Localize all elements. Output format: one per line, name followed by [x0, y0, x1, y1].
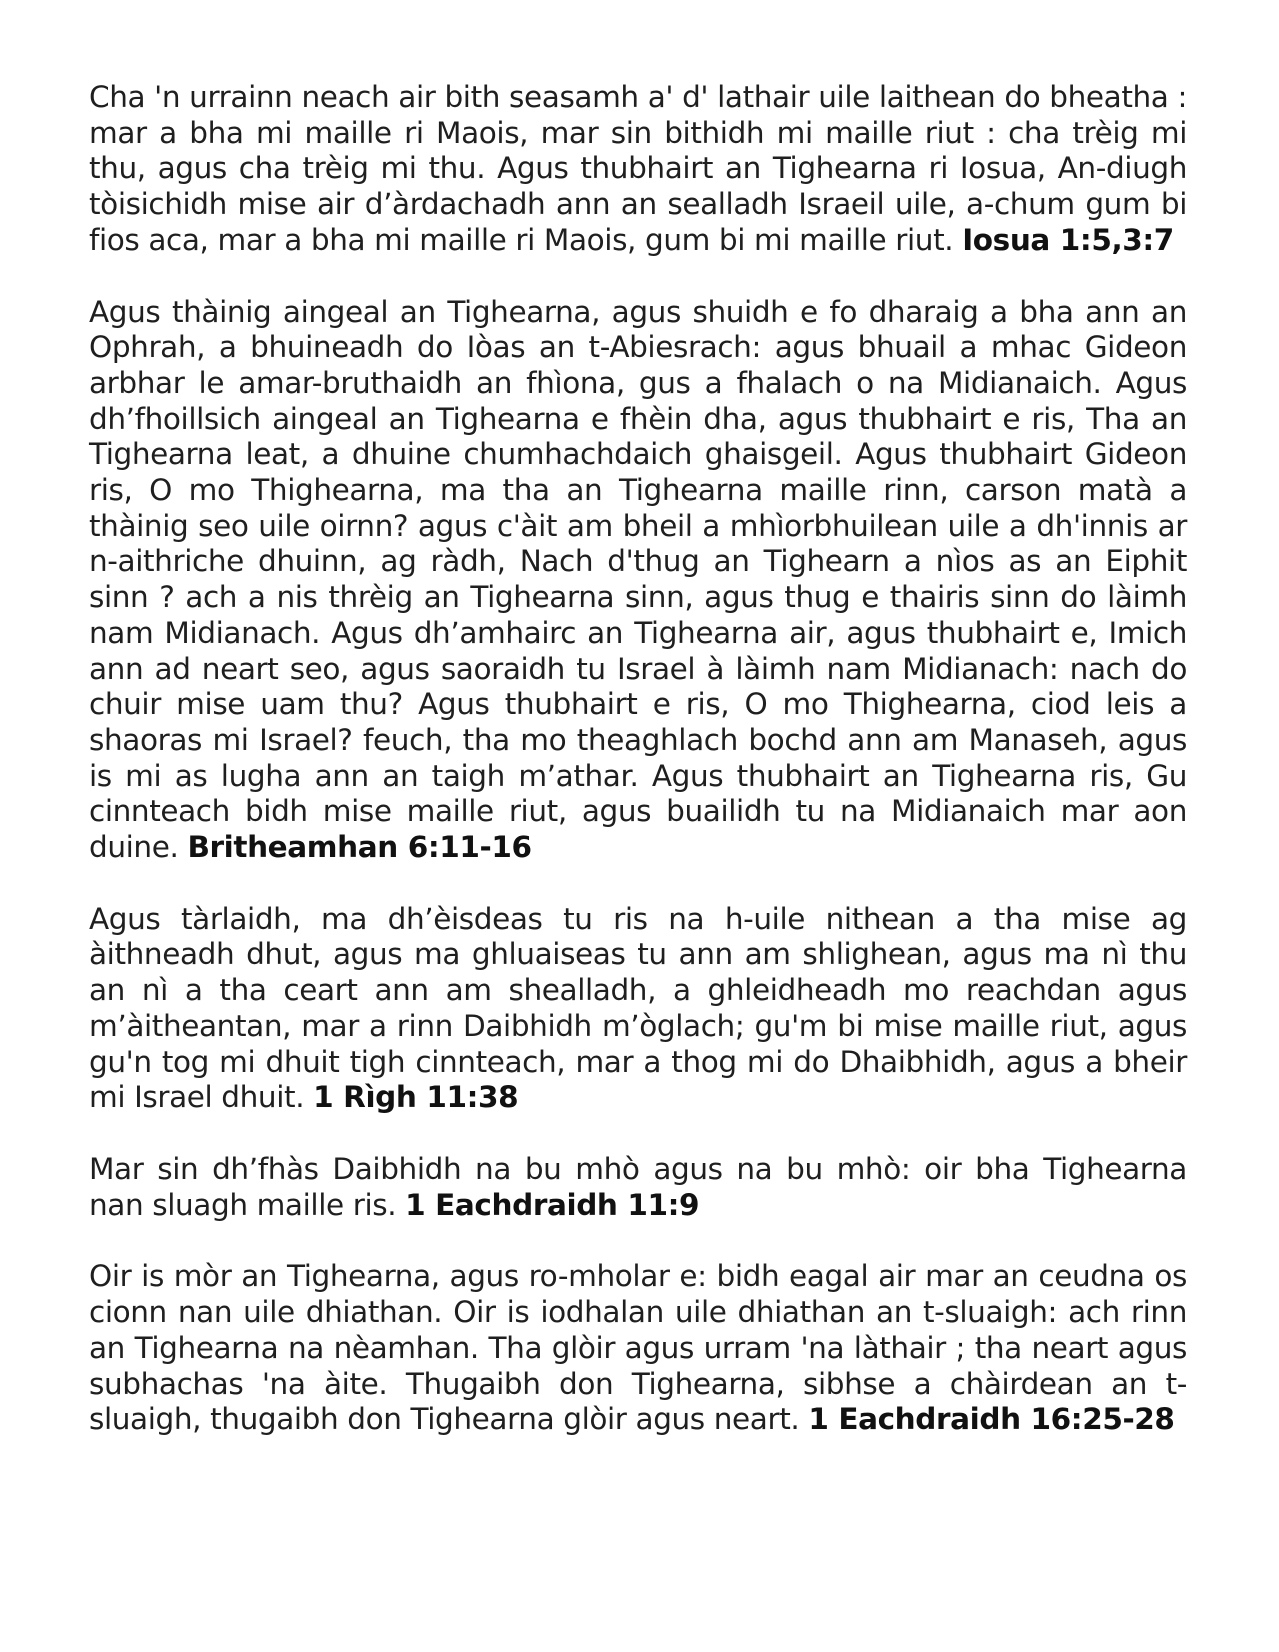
passage-text: Agus tàrlaidh, ma dh’èisdeas tu ris na h-uile nithean a tha mise ag àithneadh dhut, agus ma ghluaiseas tu ann am shlighean, agus ma nì thu an nì a tha ceart ann am shealladh, a ghleidheadh mo reachdan agus m’àitheantan, mar a rinn Daibhidh m’òglach; gu'm bi mise maille riut, agus gu'n tog mi dhuit tigh cinnteach, mar a thog mi do Dhaibhidh, agus a bheir mi Israel dhuit.	[89, 901, 1187, 1115]
verse-reference: Britheamhan 6:11-16	[187, 830, 532, 865]
passage-1-eachdraidh-11	[89, 1152, 1187, 1223]
passage-text: Mar sin dh’fhàs Daibhidh na bu mhò agus na bu mhò: oir bha Tighearna nan sluagh maille ris.	[89, 1151, 1187, 1222]
verse-reference: 1 Rìgh 11:38	[313, 1080, 519, 1115]
passage-text: Agus thàinig aingeal an Tighearna, agus shuidh e fo dharaig a bha ann an Ophrah, a bhuineadh do Iòas an t-Abiesrach: agus bhuail a mhac Gideon arbhar le amar-bruthaidh an fhìona, gus a fhalach o na Midianaich. Agus dh’fhoillsich aingeal an Tighearna e fhèin dha, agus thubhairt e ris, Tha an Tighearna leat, a dhuine chumhachdaich ghaisgeil. Agus thubhairt Gideon ris, O mo Thighearna, ma tha an Tighearna maille rinn, carson matà a thàinig seo uile oirnn? agus c'àit am bheil a mhìorbhuilean uile a dh'innis ar n-aithriche dhuinn, ag ràdh, Nach d'thug an Tighearn a nìos as an Eiphit sinn ? ach a nis thrèig an Tighearna sinn, agus thug e thairis sinn do làimh nam Midianach. Agus dh’amhairc an Tighearna air, agus thubhairt e, Imich ann ad neart seo, agus saoraidh tu Israel à làimh nam Midianach: nach do chuir mise uam thu? Agus thubhairt e ris, O mo Thighearna, ciod leis a shaoras mi Israel? feuch, tha mo theaghlach bochd ann am Manaseh, agus is mi as lugha ann an taigh m’athar. Agus thubhairt an Tighearna ris, Gu cinnteach bidh mise maille riut, agus buailidh tu na Midianaich mar aon duine.	[89, 294, 1187, 865]
passage-text: Cha 'n urrainn neach air bith seasamh a' d' lathair uile laithean do bheatha : mar a bha mi maille ri Maois, mar sin bithidh mi maille riut : cha trèig mi thu, agus cha trèig mi thu. Agus thubhairt an Tighearna ri Iosua, An-diugh tòisichidh mise air d’àrdachadh ann an sealladh Israeil uile, a-chum gum bi fios aca, mar a bha mi maille ri Maois, gum bi mi maille riut.	[89, 80, 1187, 257]
passage-iosua	[89, 80, 1187, 259]
verse-reference: 1 Eachdraidh 16:25-28	[808, 1402, 1175, 1437]
verse-reference: 1 Eachdraidh 11:9	[405, 1187, 700, 1222]
passage-britheamhan	[89, 295, 1187, 866]
scripture-page	[89, 80, 1187, 1474]
passage-1-righ	[89, 902, 1187, 1116]
verse-reference: Iosua 1:5,3:7	[962, 222, 1174, 257]
passage-text: Oir is mòr an Tighearna, agus ro-mholar e: bidh eagal air mar an ceudna os cionn nan uile dhiathan. Oir is iodhalan uile dhiathan an t-sluaigh: ach rinn an Tighearna na nèamhan. Tha glòir agus urram 'na làthair ; tha neart agus subhachas 'na àite. Thugaibh don Tighearna, sibhse a chàirdean an t-sluaigh, thugaibh don Tighearna glòir agus neart.	[89, 1259, 1187, 1437]
passage-1-eachdraidh-16	[89, 1259, 1187, 1438]
